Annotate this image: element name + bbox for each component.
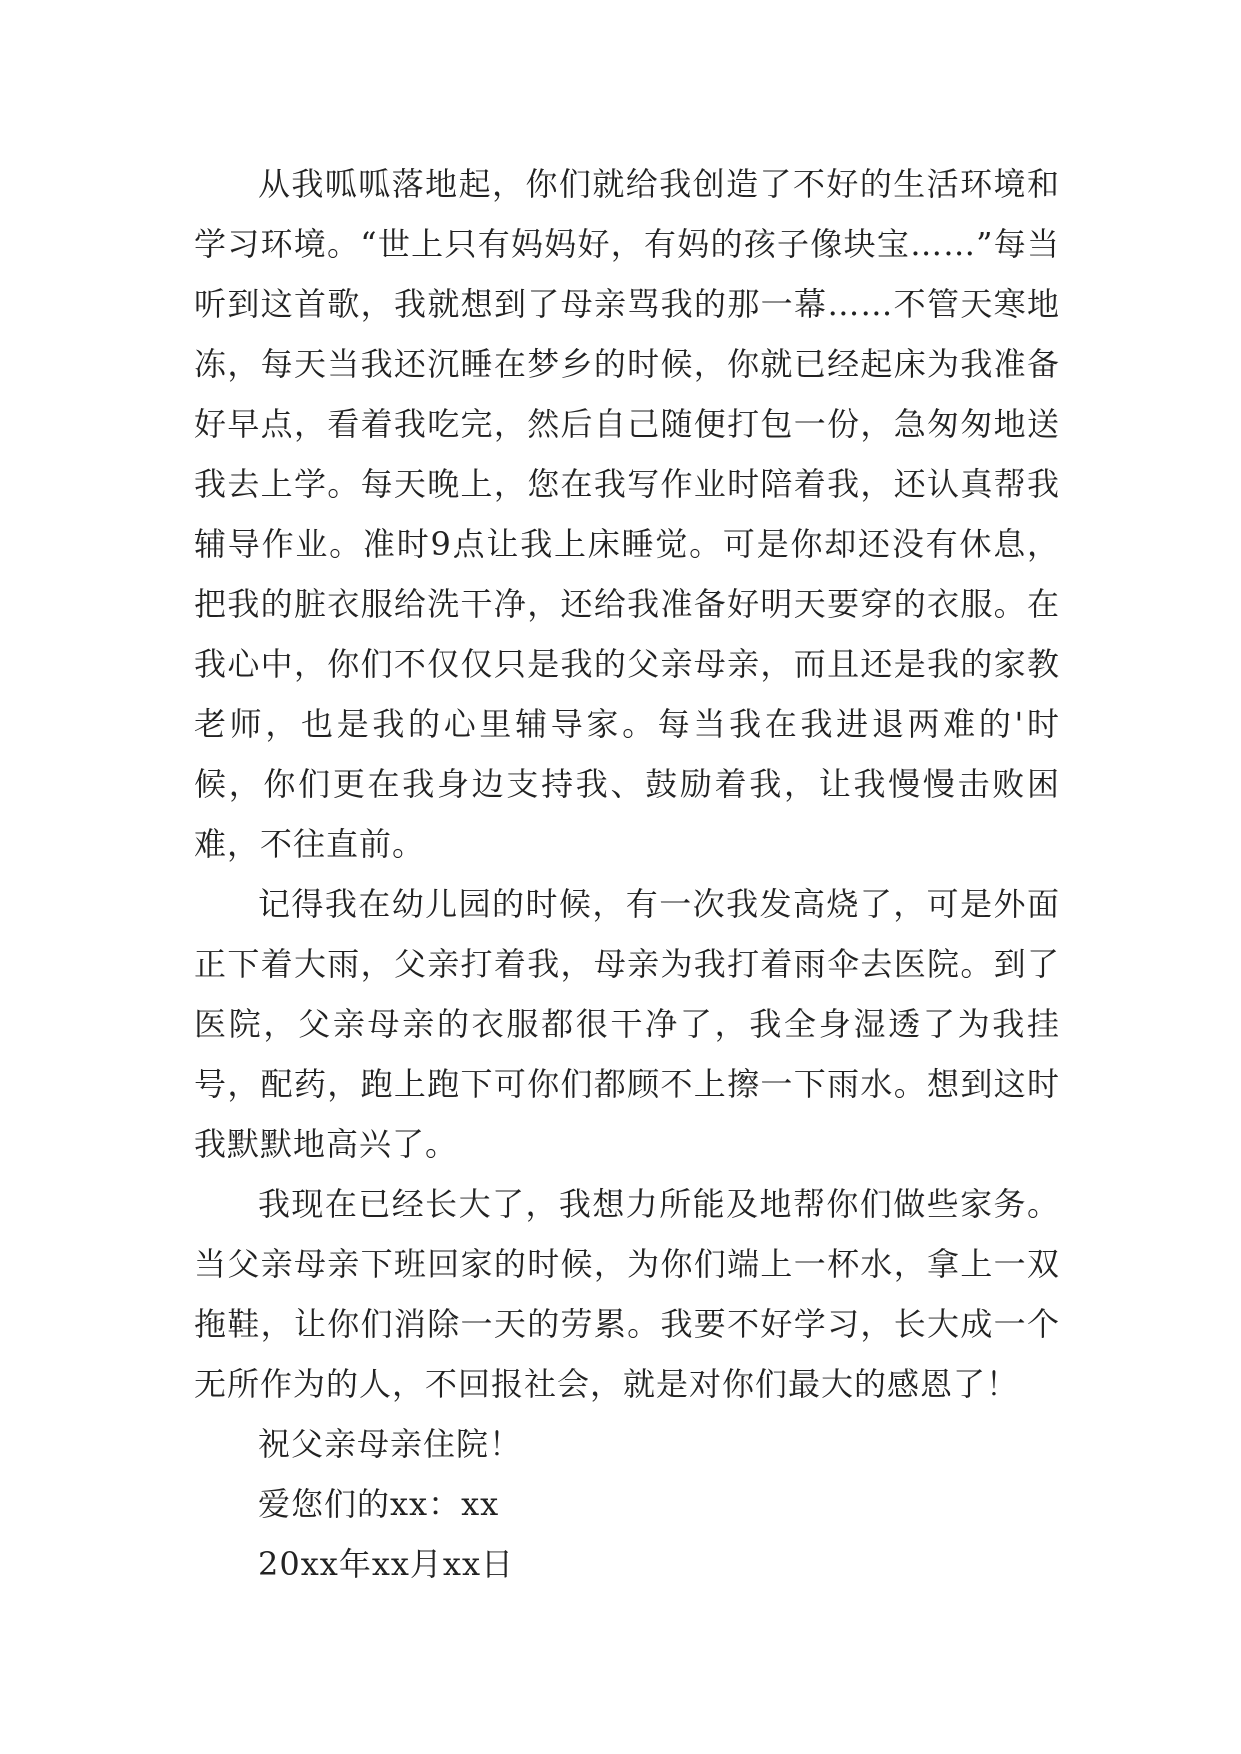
- letter-body: [194, 154, 1060, 1594]
- paragraph-kindergarten-memory: 记得我在幼儿园的时候，有一次我发高烧了，可是外面正下着大雨，父亲打着我，母亲为我打着雨伞去医院。到了医院，父亲母亲的衣服都很干净了，我全身湿透了为我挂号，配药，跑上跑下可你们都顾不上擦一下雨水。想到这时我默默地高兴了。: [194, 885, 1060, 1163]
- paragraph-childhood-care: 从我呱呱落地起，你们就给我创造了不好的生活环境和学习环境。“世上只有妈妈好，有妈的孩子像块宝……”每当听到这首歌，我就想到了母亲骂我的那一幕……不管天寒地冻，每天当我还沉睡在梦乡的时候，你就已经起床为我准备好早点，看着我吃完，然后自己随便打包一份，急匆匆地送我去上学。每天晚上，您在我写作业时陪着我，还认真帮我辅导作业。准时9点让我上床睡觉。可是你却还没有休息，把我的脏衣服给洗干净，还给我准备好明天要穿的衣服。在我心中，你们不仅仅只是我的父亲母亲，而且还是我的家教老师，也是我的心里辅导家。每当我在我进退两难的'时候，你们更在我身边支持我、鼓励着我，让我慢慢击败困难，不往直前。: [194, 165, 1060, 863]
- letter-date: 20xx年xx月xx日: [258, 1545, 515, 1583]
- signature: 爱您们的xx：xx: [258, 1485, 500, 1523]
- closing-wish: 祝父亲母亲住院！: [258, 1425, 523, 1463]
- paragraph-growing-up: 我现在已经长大了，我想力所能及地帮你们做些家务。当父亲母亲下班回家的时候，为你们端上一杯水，拿上一双拖鞋，让你们消除一天的劳累。我要不好学习，长大成一个无所作为的人，不回报社会，就是对你们最大的感恩了！: [194, 1185, 1060, 1403]
